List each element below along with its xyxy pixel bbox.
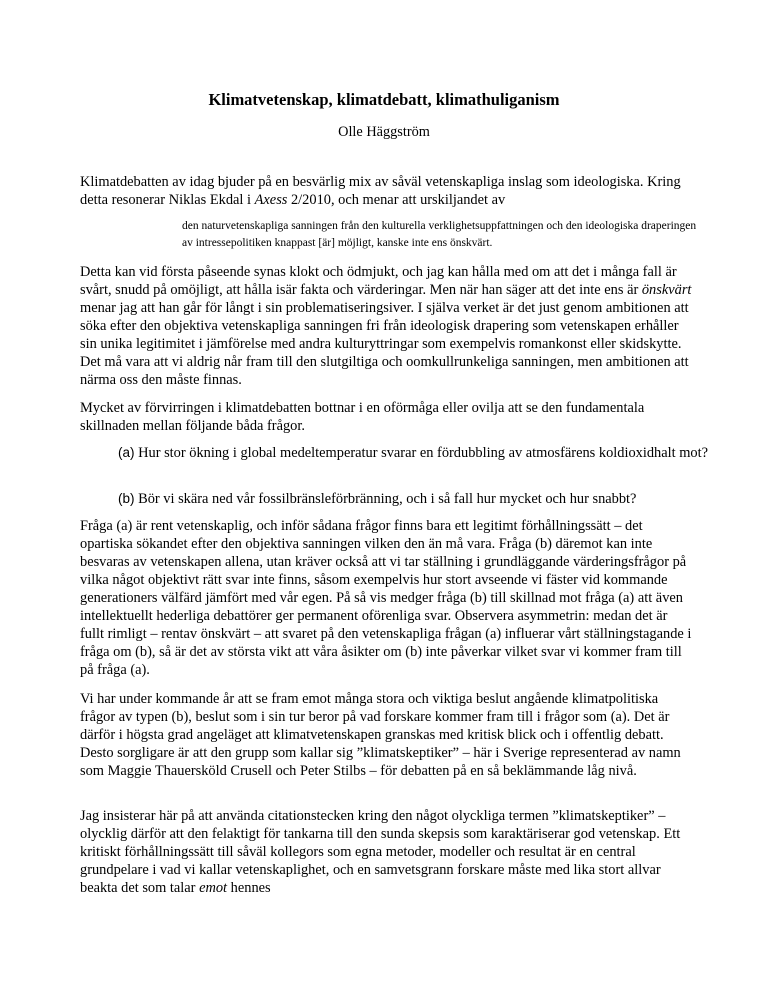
paragraph-intro	[80, 173, 692, 209]
paragraph-text: 2/2010, och menar att urskiljandet av	[287, 192, 506, 208]
question-a	[118, 444, 712, 462]
paragraph-text: Klimatdebatten av idag bjuder på en besvärlig mix av såväl vetenskapliga inslag som ideologiska. Kring detta resonerar Niklas Ekdal i	[80, 174, 681, 208]
author-name: Olle Häggström	[338, 124, 430, 140]
emphasis: emot	[199, 880, 228, 896]
paragraph-5: Vi har under kommande år att se fram emot många stora och viktiga beslut angående klimatpolitiska frågor av typen (b), beslut som i sin tur beror på vad forskare kommer fram till i frågor som (a). Det är därför i högsta grad angeläget att klimatvetenskapen granskas med kritisk blick och i offentlig debatt. Desto sorgligare är att den grupp som kallar sig ”klimatskeptiker” – här i Sverige representerad av namn som Maggie Thauersköld Crusell och Peter Stilbs – för debatten på en så beklämmande låg nivå.	[80, 691, 681, 779]
question-text: Hur stor ökning i global medeltemperatur svarar en fördubbling av atmosfärens koldioxidhalt mot?	[138, 445, 708, 461]
question-text: Bör vi skära ned vår fossilbränsleförbränning, och i så fall hur mycket och hur snabbt?	[138, 491, 637, 507]
paragraph-text: hennes	[227, 880, 271, 896]
question-label: (a)	[118, 445, 135, 460]
paragraph-text: menar jag att han går för långt i sin problematiseringsiver. I själva verket är det just genom ambitionen att söka efter den objektiva vetenskapliga sanningen fri från ideologisk drapering som vetenskapen erhåller sin unika legitimitet i jämförelse med andra kulturyttringar som exempelvis romankonst eller skidskytte. Det må vara att vi aldrig når fram till den slutgiltiga och oomkullrunkeliga sanningen, men ambitionen att närma oss den måste finnas.	[80, 300, 689, 388]
document-title: Klimatvetenskap, klimatdebatt, klimathuliganism	[208, 90, 560, 109]
question-b	[118, 490, 712, 508]
question-label: (b)	[118, 491, 135, 506]
emphasis: önskvärt	[641, 282, 692, 298]
paragraph-text: Jag insisterar här på att använda citationstecken kring den något olyckliga termen ”klimatskeptiker” – olycklig därför att den felaktigt för tankarna till den sunda skepsis som karaktäriserar god vetenskap. Ett kritiskt förhållningssätt till såväl kollegors som egna metoder, modeller och resultat är en central grundpelare i vad vi kallar vetenskaplighet, och en samvetsgrann forskare måste med lika stort allvar beakta det som talar	[80, 808, 681, 896]
block-quote: den naturvetenskapliga sanningen från den kulturella verklighetsuppfattningen och den ideologiska draperingen av intressepolitiken knappast [är] möjligt, kanske inte ens önskvärt.	[182, 220, 697, 249]
paragraph-4: Fråga (a) är rent vetenskaplig, och inför sådana frågor finns bara ett legitimt förhållningssätt – det opartiska sökandet efter den objektiva sanningen vilken den än må vara. Fråga (b) däremot kan inte besvaras av vetenskapen allena, utan kräver också att vi tar ställning i grundläggande värderingsfrågor på vilka något objektivt rätt svar inte finns, såsom exempelvis hur stort avseende vi fäster vid kommande generationers välfärd jämfört med vår egen. På så vis medger fråga (b) till skillnad mot fråga (a) att även intellektuellt hederliga debattörer ger permanent oförenliga svar. Observera asymmetrin: medan det är fullt rimligt – rentav önskvärt – att svaret på den vetenskapliga frågan (a) influerar vårt ställningstagande i fråga om (b), så är det av största vikt att våra åsikter om (b) inte påverkar vilket svar vi kommer fram till på fråga (a).	[80, 518, 692, 678]
paragraph-text: Detta kan vid första påseende synas klokt och ödmjukt, och jag kan hålla med om att det i många fall är svårt, snudd på omöjligt, att hålla isär fakta och värderingar. Men när han säger att det inte ens är	[80, 264, 677, 298]
paragraph-3: Mycket av förvirringen i klimatdebatten bottnar i en oförmåga eller ovilja att se den fundamentala skillnaden mellan följande båda frågor.	[80, 400, 645, 434]
journal-name: Axess	[254, 192, 288, 208]
paragraph-2	[80, 263, 692, 389]
paragraph-6	[80, 807, 692, 897]
